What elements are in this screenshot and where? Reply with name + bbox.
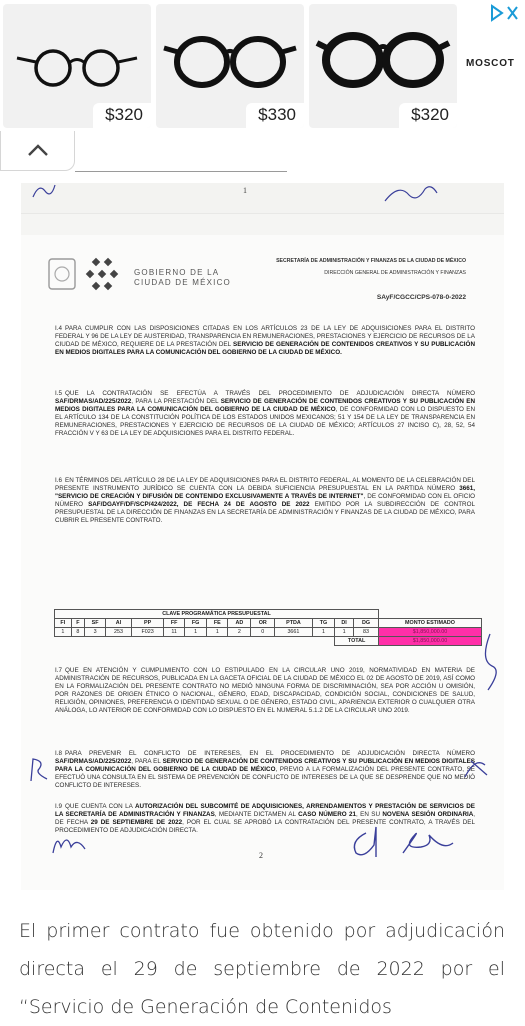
redacted-amount: $1,850,000.00: [379, 628, 482, 637]
signature-mark: [461, 755, 491, 781]
clause-text: , DE CONFORMIDAD CON EL OFICIO NÚMERO: [55, 492, 476, 508]
ad-price: $320: [399, 103, 457, 128]
table-cell: 11: [164, 628, 184, 637]
signature-mark: [25, 755, 51, 785]
ad-product-tile[interactable]: [309, 4, 457, 128]
signature-mark: [29, 183, 59, 201]
clause-bold-text: SAF/DRMAS/AD/225/2022: [55, 757, 132, 765]
ad-product-tile[interactable]: [156, 4, 304, 128]
clause-text: PARA PREVENIR EL CONFLICTO DE INTERESES, EN EL PROCEDIMIENTO DE ADJUDICACIÓN DIRECTA NÚMERO: [65, 750, 475, 757]
table-cell: 3661: [275, 628, 313, 637]
round-eyeglasses-thin-icon: [9, 18, 145, 98]
table-header: FE: [207, 619, 228, 628]
table-header: TG: [312, 619, 334, 628]
clause-bold-text: SERVICIO DE GENERACIÓN DE CONTENIDOS CREATIVOS Y SU PUBLICACIÓN EN MEDIOS DIGITALES PARA LA COMUNICACIÓN DEL GOBIERNO DE LA CIUDAD DE MÉXICO: [55, 757, 475, 773]
table-header: OR: [251, 619, 275, 628]
clause-text: , DE CONFORMIDAD CON LO DISPUESTO EN EL ARTÍCULO 134 DE LA CONSTITUCIÓN POLÍTICA DE LOS ESTADOS UNIDOS MEXICANOS; 51 Y 154 DE LA LEY DE TRANSPARENCIA EN REMUNERACIONES, PRESTACIONES Y EJERCICIO DE RECURSOS DE LA CIUDAD DE MÉXICO; ARTÍCULOS 27 INCISO C), 28, 52, 54 FRACCIÓN V Y 63 DE LA LEY DE ADQUISICIONES PARA EL DISTRITO FEDERAL.: [55, 405, 476, 437]
table-header: PTDA: [275, 619, 313, 628]
redacted-total: $1,850,000.00: [379, 637, 482, 646]
clause-1-7: [55, 667, 475, 714]
clause-number: I.5: [55, 390, 63, 397]
round-eyeglasses-thick-icon: [315, 18, 451, 98]
clause-text: EN TÉRMINOS DEL ARTÍCULO 28 DE LA LEY DE ADQUISICIONES PARA EL DISTRITO FEDERAL, AL MOMENTO DE LA CELEBRACIÓN DEL PRESENTE INSTRUMENTO JURÍDICO SE CUENTA CON LA DEBIDA SUFICIENCIA PRESUPUESTAL EN LA PARTIDA NÚMERO: [55, 477, 475, 492]
table-header: AD: [228, 619, 251, 628]
clause-text: QUE LA CONTRATACIÓN SE EFECTÚA A TRAVÉS DEL PROCEDIMIENTO DE ADJUDICACIÓN DIRECTA NÚMERO: [65, 390, 475, 397]
table-cell: 1: [207, 628, 228, 637]
secretaria-name: SECRETARÍA DE ADMINISTRACIÓN Y FINANZAS DE LA CIUDAD DE MÉXICO: [276, 258, 466, 264]
table-cell: 8: [71, 628, 84, 637]
table-title: CLAVE PROGRAMÁTICA PRESUPUESTAL: [55, 610, 379, 619]
clause-text: , PARA EL: [131, 757, 161, 765]
signature-mark: [476, 630, 504, 700]
cdmx-logo-icon: [47, 255, 133, 295]
clause-bold-text: AUTORIZACIÓN DEL SUBCOMITÉ DE ADQUISICIONES, ARRENDAMIENTOS Y PRESTACIÓN DE SERVICIOS DE LA SECRETARÍA DE ADMINISTRACIÓN Y FINANZAS: [55, 803, 475, 818]
signature-mark: [346, 823, 386, 863]
table-header: FF: [164, 619, 184, 628]
clause-text: , MEDIANTE DICTAMEN AL: [214, 810, 296, 818]
table-cell: 83: [354, 628, 379, 637]
clause-number: I.7: [55, 667, 63, 674]
table-cell: 0: [251, 628, 275, 637]
clause-bold-text: CASO NÚMERO 21: [298, 810, 357, 818]
ad-product-tile[interactable]: [3, 4, 151, 128]
clause-bold-text: SAF/DGAYF/DF/SCP/424/2022, DE FECHA 24 DE AGOSTO DE 2022: [88, 500, 310, 508]
divider: [75, 171, 287, 172]
clause-1-6: [55, 477, 475, 524]
table-cell: 1: [335, 628, 354, 637]
contract-page: [21, 235, 504, 890]
clause-1-5: [55, 390, 475, 437]
table-header: SF: [85, 619, 106, 628]
table-header: FG: [184, 619, 206, 628]
signature-mark: [49, 827, 89, 857]
clause-1-4: [55, 325, 475, 357]
clause-number: I.9: [55, 803, 63, 810]
table-header: F: [71, 619, 84, 628]
table-row: [55, 628, 482, 637]
table-header: DI: [335, 619, 354, 628]
clause-number: I.6: [55, 477, 63, 484]
clause-bold-text: 3661, "SERVICIO DE CREACIÓN Y DIFUSIÓN DE CONTENIDO EXCLUSIVAMENTE A TRAVÉS DE INTERNET": [55, 484, 476, 500]
clause-bold-text: 29 DE SEPTIEMBRE DE 2022: [90, 818, 183, 826]
ad-price: $320: [93, 103, 151, 128]
ad-collapse-button[interactable]: [0, 131, 75, 171]
table-cell: 2: [228, 628, 251, 637]
previous-page-number: 1: [243, 186, 247, 195]
table-cell: F023: [131, 628, 164, 637]
round-eyeglasses-bold-icon: [162, 18, 298, 98]
clause-bold-text: SERVICIO DE GENERACIÓN DE CONTENIDOS CREATIVOS Y SU PUBLICACIÓN EN MEDIOS DIGITALES PARA LA COMUNICACIÓN DEL GOBIERNO DE LA CIUDAD DE MÉXICO.: [55, 340, 475, 356]
clause-bold-text: NOVENA SESIÓN ORDINARIA: [382, 810, 474, 818]
table-header: MONTO ESTIMADO: [379, 619, 482, 628]
ad-brand[interactable]: MOSCOT: [466, 58, 515, 69]
chevron-up-icon: [27, 143, 49, 157]
direccion-name: DIRECCIÓN GENERAL DE ADMINISTRACIÓN Y FINANZAS: [324, 270, 466, 276]
budget-key-table: [54, 609, 482, 646]
table-total-row: [55, 637, 482, 646]
clause-text: , PREVIO A LA FORMALIZACIÓN DEL PRESENTE CONTRATO, SE EFECTUÓ UNA CONSULTA EN EL SISTEMA DE PREVENCIÓN DE CONFLICTO DE INTERESES DE LA QUE SE DESPRENDE QUE NO MEDIÓ CONFLICTO DE INTERESES.: [55, 765, 475, 789]
table-cell: 1: [312, 628, 334, 637]
clause-1-8: [55, 750, 475, 790]
clause-text: , DE FECHA: [55, 810, 476, 826]
table-cell: 253: [106, 628, 132, 637]
contract-reference: SAyF/CGCC/CPS-078-0-2022: [376, 294, 466, 301]
clause-text: QUE CUENTA CON LA: [65, 803, 133, 810]
table-header: FI: [55, 619, 72, 628]
government-name: [134, 268, 231, 288]
signature-mark: [393, 823, 463, 859]
clause-text: , PARA LA PRESTACIÓN DEL: [131, 397, 219, 405]
table-cell: 1: [184, 628, 206, 637]
clause-text: EMITIDO POR LA SUBDIRECCIÓN DE CONTROL PRESUPUESTAL DE LA DIRECCIÓN DE FINANZAS EN LA SECRETARÍA DE ADMINISTRACIÓN Y FINANZAS DE LA CIUDAD DE MÉXICO, PARA CUBRIR EL PRESENTE CONTRATO.: [55, 500, 475, 524]
scanned-contract-image: [21, 183, 504, 890]
clause-text: , EN SU: [356, 810, 380, 818]
gov-line-1: GOBIERNO DE LA: [134, 268, 220, 277]
table-header-row: [55, 619, 482, 628]
adchoices-icon[interactable]: [488, 3, 520, 23]
clause-bold-text: SERVICIO DE GENERACIÓN DE CONTENIDOS CREATIVOS Y SU PUBLICACIÓN EN MEDIOS DIGITALES PARA LA COMUNICACIÓN DEL GOBIERNO DE LA CIUDAD DE MÉXICO: [55, 397, 476, 413]
previous-page-strip: [21, 183, 504, 214]
table-cell: 3: [85, 628, 106, 637]
table-header: PP: [131, 619, 164, 628]
ad-price: $330: [246, 103, 304, 128]
clause-number: I.8: [55, 750, 63, 757]
table-header: AI: [106, 619, 132, 628]
table-header: DG: [354, 619, 379, 628]
header-agency: [226, 255, 466, 279]
total-label: TOTAL: [335, 637, 379, 646]
gov-line-2: CIUDAD DE MÉXICO: [134, 278, 231, 287]
clause-number: I.4: [55, 325, 63, 332]
ad-banner[interactable]: [0, 0, 525, 133]
article-paragraph: El primer contrato fue obtenido por adjudicación directa el 29 de septiembre de 2022 por el “Servicio de Generación de Contenidos: [19, 920, 505, 1018]
clause-text: PARA CUMPLIR CON LAS DISPOSICIONES CITADAS EN LOS ARTÍCULOS 23 DE LA LEY DE ADQUISICIONES PARA EL DISTRITO FEDERAL Y 96 DE LA LEY DE AUSTERIDAD, TRANSPARENCIA EN REMUNERACIONES, PRESTACIONES Y EJERCICIO DE RECURSOS DE LA CIUDAD DE MÉXICO, REQUIERE DE LA PRESTACIÓN DEL: [55, 325, 475, 348]
clause-text: QUE EN ATENCIÓN Y CUMPLIMIENTO CON LO ESTIPULADO EN LA CIRCULAR UNO 2019, NORMATIVIDAD EN MATERIA DE ADMINISTRACIÓN DE RECURSOS, PUBLICADA EN LA GACETA OFICIAL DE LA CIUDAD DE MÉXICO EL 02 DE AGOSTO DE 2019, ASÍ COMO EN LA FORMALIZACIÓN DEL PRESENTE CONTRATO NO MEDIÓ NINGUNA FORMA DE DISCRIMINACIÓN, SEA POR ACCIÓN U OMISIÓN, POR RAZONES DE ORIGEN ÉTNICO O NACIONAL, GÉNERO, EDAD, DISCAPACIDAD, CONDICIÓN SOCIAL, CONDICIONES DE SALUD, RELIGIÓN, OPINIONES, PREFERENCIA O IDENTIDAD SEXUAL O DE GÉNERO, ESTADO CIVIL, APARIENCIA EXTERIOR O CUALQUIER OTRA ANÁLOGA, LO ANTERIOR DE CONFORMIDAD CON LO DISPUESTO EN EL NUMERAL 5.1.2 DE LA CIRCULAR UNO 2019.: [55, 667, 475, 714]
table-cell: 1: [55, 628, 72, 637]
clause-bold-text: SAF/DRMAS/AD/225/2022: [55, 397, 132, 405]
clause-text: , POR EL CUAL SE APROBÓ LA CONTRATACIÓN DEL PRESENTE CONTRATO, A TRAVÉS DEL PROCEDIMIENTO DE ADJUDICACIÓN DIRECTA.: [55, 818, 476, 834]
signature-mark: [381, 183, 441, 207]
page-number: 2: [259, 851, 263, 860]
